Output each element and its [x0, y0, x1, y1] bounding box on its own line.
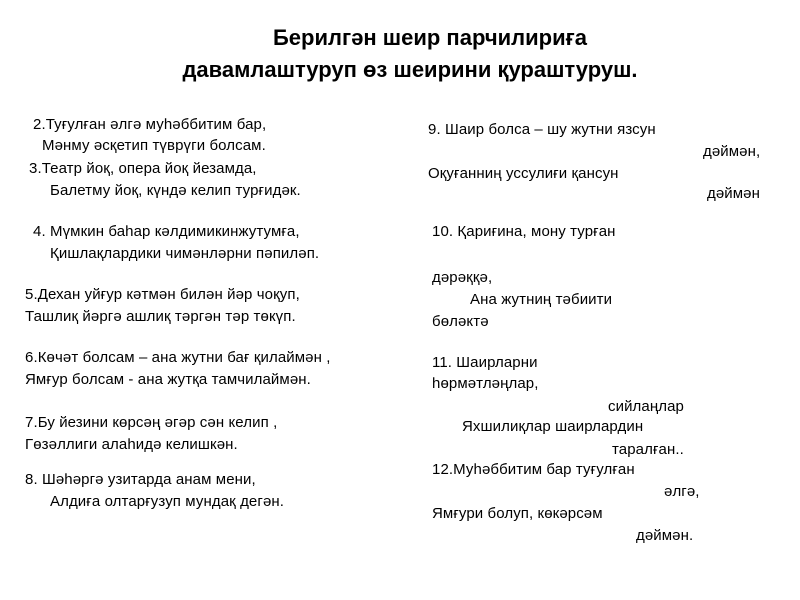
poem-line: әлгә,	[664, 483, 700, 500]
poem-line: дәймән.	[636, 527, 694, 544]
poem-line: һөрмәтләңлар,	[432, 375, 539, 392]
poem-line: Ямғури болуп, көкәрсәм	[432, 505, 603, 522]
poem-line: Ташлиқ йәргә ашлиқ тәргән тәр төкүп.	[25, 308, 296, 325]
poem-line: 11. Шаирларни	[432, 354, 538, 371]
poem-line: Мәнму әсқетип түврүги болсам.	[42, 137, 266, 154]
poem-line: 6.Көчәт болсам – ана жутни бағ қилаймән ,	[25, 349, 331, 366]
poem-line: дәймән,	[703, 143, 761, 160]
poem-line: Алдиға олтарғузуп мундақ дегән.	[50, 493, 285, 510]
poem-line: 5.Дехан уйғур кәтмән билән йәр чоқуп,	[25, 286, 300, 303]
poem-line: таралған..	[612, 441, 684, 458]
poem-line: 10. Қариғина, мону турған	[432, 223, 616, 240]
poem-line: 4. Мүмкин баһар кәлдимикинжутумға,	[33, 223, 300, 240]
poem-line: Балетму йоқ, күндә келип турғидәк.	[50, 182, 301, 199]
poem-line: 2.Туғулған әлгә муһәббитим бар,	[33, 116, 267, 133]
poem-line: бөләктә	[432, 313, 489, 330]
poem-line: Гөзәллиги алаһидә келишкән.	[25, 436, 238, 453]
poem-line: Ямғур болсам - ана жутқа тамчилаймән.	[25, 371, 311, 388]
title-line-1: Берилгән шеир парчилириға	[272, 25, 587, 50]
poem-line: 12.Муһәббитим бар туғулған	[432, 461, 635, 478]
poem-line: дәймән	[707, 185, 761, 202]
poem-line: 9. Шаир болса – шу жутни язсун	[428, 121, 656, 138]
poem-line: Ана жутниң тәбиити	[470, 291, 613, 308]
poem-line: 8. Шәһәргә узитарда анам мени,	[25, 471, 256, 488]
poem-line: Оқуғанниң уссулиғи қансун	[428, 165, 619, 182]
poem-line: 7.Бу йезини көрсәң әгәр сән келип ,	[25, 414, 278, 431]
poem-line: дәрәққә,	[432, 269, 493, 286]
page-title	[0, 22, 800, 86]
poem-line: сийлаңлар	[608, 398, 684, 415]
poem-line: 3.Театр йоқ, опера йоқ йезамда,	[29, 160, 257, 177]
title-line-2: давамлаштуруп өз шеирини қураштуруш.	[182, 57, 638, 82]
poem-line: Қишлақлардики чимәнләрни пәпиләп.	[50, 245, 320, 262]
poem-line: Яхшилиқлар шаирлардин	[462, 418, 644, 435]
